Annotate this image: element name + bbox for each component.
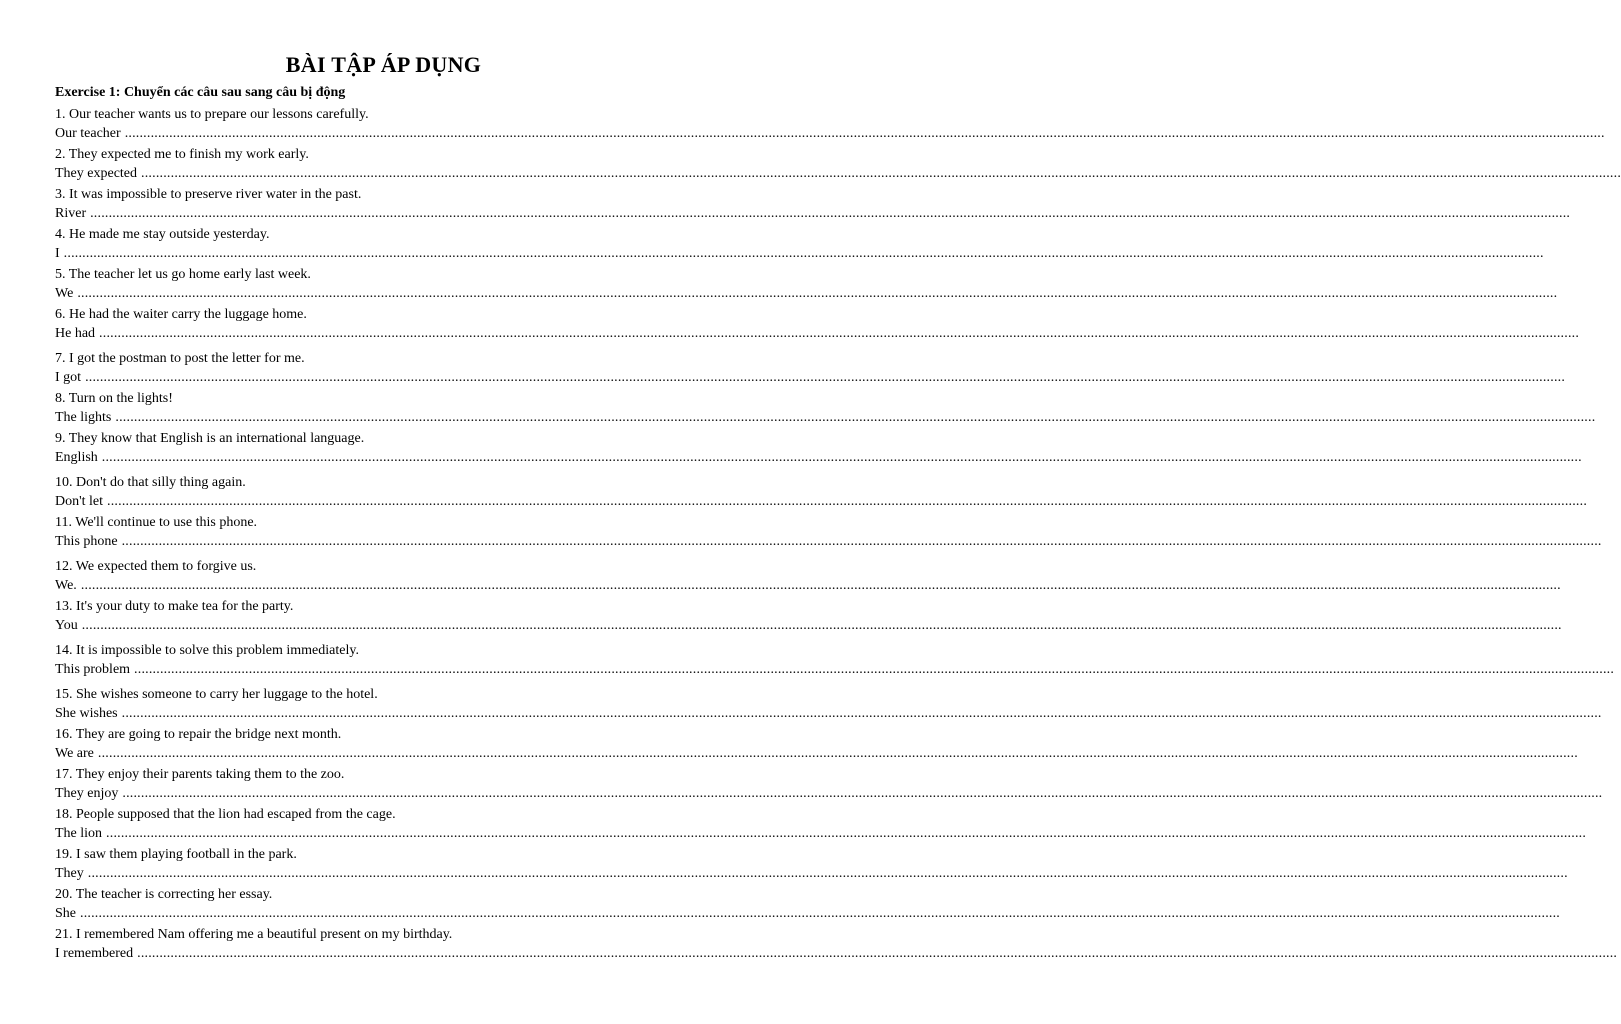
answer-prefix: They bbox=[55, 866, 84, 881]
exercise-item bbox=[55, 430, 1582, 470]
question-text: 13. It's your duty to make tea for the party. bbox=[55, 599, 294, 614]
exercise-item bbox=[55, 514, 1602, 554]
question-text: 2. They expected me to finish my work early. bbox=[55, 147, 309, 162]
answer-line[interactable] bbox=[55, 865, 1568, 886]
dotted-answer-blank[interactable]: ................................................................................................................................................................................................................................................................................................................................................................................................................ bbox=[121, 534, 1602, 549]
exercise-heading: Exercise 1: Chuyển các câu sau sang câu bị động bbox=[55, 85, 346, 100]
dotted-answer-blank[interactable]: ................................................................................................................................................................................................................................................................................................................................................................................................................ bbox=[134, 662, 1615, 677]
answer-prefix: We are bbox=[55, 746, 94, 761]
answer-line[interactable] bbox=[55, 125, 1605, 146]
dotted-answer-blank[interactable]: ................................................................................................................................................................................................................................................................................................................................................................................................................ bbox=[80, 578, 1561, 593]
dotted-answer-blank[interactable]: ................................................................................................................................................................................................................................................................................................................................................................................................................ bbox=[97, 746, 1578, 761]
exercise-item bbox=[55, 474, 1588, 514]
dotted-answer-blank[interactable]: ................................................................................................................................................................................................................................................................................................................................................................................................................ bbox=[99, 326, 1580, 341]
dotted-answer-blank[interactable]: ................................................................................................................................................................................................................................................................................................................................................................................................................ bbox=[124, 126, 1605, 141]
dotted-answer-blank[interactable]: ................................................................................................................................................................................................................................................................................................................................................................................................................ bbox=[121, 706, 1602, 721]
question-text: 17. They enjoy their parents taking them to the zoo. bbox=[55, 767, 345, 782]
answer-line[interactable] bbox=[55, 493, 1588, 514]
answer-prefix: She wishes bbox=[55, 706, 118, 721]
answer-line[interactable] bbox=[55, 165, 1621, 186]
answer-prefix: We. bbox=[55, 578, 77, 593]
dotted-answer-blank[interactable]: ................................................................................................................................................................................................................................................................................................................................................................................................................ bbox=[107, 494, 1588, 509]
answer-line[interactable] bbox=[55, 745, 1578, 766]
question-text: 9. They know that English is an international language. bbox=[55, 431, 365, 446]
question-text: 20. The teacher is correcting her essay. bbox=[55, 887, 273, 902]
answer-line[interactable] bbox=[55, 369, 1566, 390]
exercise-item bbox=[55, 846, 1568, 886]
dotted-answer-blank[interactable]: ................................................................................................................................................................................................................................................................................................................................................................................................................ bbox=[63, 246, 1544, 261]
dotted-answer-blank[interactable]: ................................................................................................................................................................................................................................................................................................................................................................................................................ bbox=[90, 206, 1571, 221]
answer-prefix: I bbox=[55, 246, 60, 261]
question-text: 15. She wishes someone to carry her luggage to the hotel. bbox=[55, 687, 378, 702]
answer-line[interactable] bbox=[55, 449, 1582, 470]
dotted-answer-blank[interactable]: ................................................................................................................................................................................................................................................................................................................................................................................................................ bbox=[115, 410, 1596, 425]
dotted-answer-blank[interactable]: ................................................................................................................................................................................................................................................................................................................................................................................................................ bbox=[141, 166, 1621, 181]
answer-line[interactable] bbox=[55, 325, 1580, 346]
answer-line[interactable] bbox=[55, 825, 1587, 846]
exercise-item bbox=[55, 390, 1596, 430]
answer-prefix: We bbox=[55, 286, 74, 301]
dotted-answer-blank[interactable]: ................................................................................................................................................................................................................................................................................................................................................................................................................ bbox=[122, 786, 1603, 801]
exercise-item bbox=[55, 926, 1618, 966]
answer-prefix: This phone bbox=[55, 534, 118, 549]
question-text: 18. People supposed that the lion had escaped from the cage. bbox=[55, 807, 396, 822]
answer-prefix: English bbox=[55, 450, 98, 465]
exercise-item bbox=[55, 350, 1566, 390]
exercise-item bbox=[55, 642, 1615, 682]
exercise-item bbox=[55, 686, 1602, 726]
question-text: 3. It was impossible to preserve river water in the past. bbox=[55, 187, 362, 202]
exercise-item bbox=[55, 558, 1561, 598]
question-text: 19. I saw them playing football in the park. bbox=[55, 847, 297, 862]
answer-prefix: They enjoy bbox=[55, 786, 119, 801]
answer-line[interactable] bbox=[55, 705, 1602, 726]
exercise-item bbox=[55, 766, 1603, 806]
answer-line[interactable] bbox=[55, 245, 1544, 266]
answer-prefix: I remembered bbox=[55, 946, 134, 961]
exercise-item bbox=[55, 806, 1587, 846]
exercise-item bbox=[55, 306, 1580, 346]
question-text: 1. Our teacher wants us to prepare our lessons carefully. bbox=[55, 107, 369, 122]
question-text: 8. Turn on the lights! bbox=[55, 391, 173, 406]
exercise-item bbox=[55, 106, 1605, 146]
question-text: 21. I remembered Nam offering me a beautiful present on my birthday. bbox=[55, 927, 453, 942]
dotted-answer-blank[interactable]: ................................................................................................................................................................................................................................................................................................................................................................................................................ bbox=[81, 618, 1562, 633]
answer-prefix: He had bbox=[55, 326, 96, 341]
dotted-answer-blank[interactable]: ................................................................................................................................................................................................................................................................................................................................................................................................................ bbox=[106, 826, 1587, 841]
answer-prefix: You bbox=[55, 618, 78, 633]
answer-line[interactable] bbox=[55, 409, 1596, 430]
exercise-item bbox=[55, 726, 1578, 766]
answer-prefix: The lights bbox=[55, 410, 112, 425]
exercise-item bbox=[55, 226, 1544, 266]
exercise-list bbox=[55, 106, 1621, 966]
exercise-item bbox=[55, 598, 1562, 638]
answer-line[interactable] bbox=[55, 617, 1562, 638]
answer-line[interactable] bbox=[55, 661, 1615, 682]
answer-prefix: I got bbox=[55, 370, 82, 385]
answer-line[interactable] bbox=[55, 577, 1561, 598]
question-text: 14. It is impossible to solve this problem immediately. bbox=[55, 643, 359, 658]
question-text: 6. He had the waiter carry the luggage home. bbox=[55, 307, 307, 322]
question-text: 7. I got the postman to post the letter for me. bbox=[55, 351, 305, 366]
question-text: 12. We expected them to forgive us. bbox=[55, 559, 257, 574]
answer-prefix: They expected bbox=[55, 166, 138, 181]
answer-prefix: This problem bbox=[55, 662, 131, 677]
answer-line[interactable] bbox=[55, 205, 1571, 226]
dotted-answer-blank[interactable]: ................................................................................................................................................................................................................................................................................................................................................................................................................ bbox=[85, 370, 1566, 385]
exercise-item bbox=[55, 266, 1558, 306]
dotted-answer-blank[interactable]: ................................................................................................................................................................................................................................................................................................................................................................................................................ bbox=[137, 946, 1618, 961]
answer-prefix: River bbox=[55, 206, 87, 221]
dotted-answer-blank[interactable]: ................................................................................................................................................................................................................................................................................................................................................................................................................ bbox=[80, 906, 1560, 921]
question-text: 5. The teacher let us go home early last week. bbox=[55, 267, 311, 282]
question-text: 16. They are going to repair the bridge next month. bbox=[55, 727, 342, 742]
dotted-answer-blank[interactable]: ................................................................................................................................................................................................................................................................................................................................................................................................................ bbox=[77, 286, 1558, 301]
answer-prefix: She bbox=[55, 906, 76, 921]
answer-line[interactable] bbox=[55, 945, 1618, 966]
dotted-answer-blank[interactable]: ................................................................................................................................................................................................................................................................................................................................................................................................................ bbox=[87, 866, 1568, 881]
exercise-item bbox=[55, 146, 1621, 186]
exercise-item bbox=[55, 886, 1560, 926]
answer-line[interactable] bbox=[55, 533, 1602, 554]
dotted-answer-blank[interactable]: ................................................................................................................................................................................................................................................................................................................................................................................................................ bbox=[101, 450, 1582, 465]
answer-line[interactable] bbox=[55, 785, 1603, 806]
question-text: 11. We'll continue to use this phone. bbox=[55, 515, 258, 530]
question-text: 10. Don't do that silly thing again. bbox=[55, 475, 246, 490]
answer-prefix: Our teacher bbox=[55, 126, 121, 141]
answer-line[interactable] bbox=[55, 285, 1558, 306]
exercise-item bbox=[55, 186, 1571, 226]
answer-line[interactable] bbox=[55, 905, 1560, 926]
page-title: BÀI TẬP ÁP DỤNG bbox=[285, 52, 482, 77]
answer-prefix: Don't let bbox=[55, 494, 104, 509]
answer-prefix: The lion bbox=[55, 826, 103, 841]
question-text: 4. He made me stay outside yesterday. bbox=[55, 227, 270, 242]
